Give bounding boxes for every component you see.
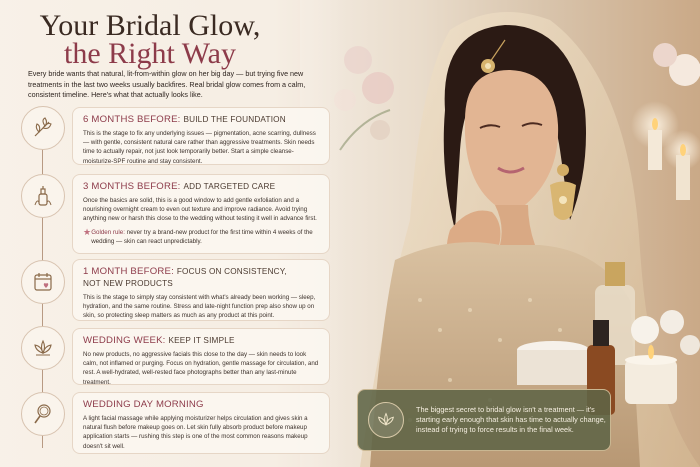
- serum-bottle-icon: [31, 184, 55, 208]
- step-card-3-months: [72, 174, 330, 254]
- lotus-icon: [31, 336, 55, 360]
- step-body: This is the stage to fix any underlying issues — pigmentation, acne scarring, dullness — with gentle, consistent natural care rather than aggressive treatments. Skin needs time to actually repair, not just look temporarily better. Start a simple cleanse-moisturize-SPF routine and stay consistent.: [83, 130, 316, 165]
- intro-text: Every bride wants that natural, lit-from-within glow on her big day — but trying five new treatments in the last two weeks usually backfires. Real bridal glow comes from a calm, consistent timeline. Here's what that actually looks like.: [28, 69, 306, 99]
- step-heading: 3 MONTHS BEFORE: ADD TARGETED CARE: [83, 181, 276, 192]
- step-heading: 6 MONTHS BEFORE: BUILD THE FOUNDATION: [83, 114, 286, 125]
- step-card-wedding-week: [72, 328, 330, 385]
- calendar-heart-icon: [31, 270, 55, 294]
- golden-rule-note: ★ Golden rule: never try a brand-new product for the first time within 4 weeks of the wedding — skin can react unpredictably.: [83, 226, 313, 245]
- step-card-wedding-day: [72, 392, 330, 454]
- step-card-6-months: [72, 107, 330, 165]
- step-body: Once the basics are solid, this is a good window to add gentle exfoliation and a nourishing overnight cream to even out texture and improve radiance. Avoid trying anything new or harsh this close to the wedding without testing it well in advance first.: [83, 197, 317, 223]
- page-subtitle: the Right Way: [63, 37, 237, 70]
- step-body: This is the stage to simply stay consistent with what's already been working — sleep, hydration, and the same routine. Stress and late-night function prep also show up on skin, so protecting sleep matters as much as any product at this point.: [83, 294, 316, 320]
- step-body: A light facial massage while applying moisturizer helps circulation and gives skin a natural flush before makeup goes on. Let skin fully absorb product before makeup application starts — rushing this step is one of the most common reasons makeup doesn't sit well.: [83, 415, 308, 450]
- leaf-sprig-icon: [31, 116, 55, 140]
- step-heading: 1 MONTH BEFORE: FOCUS ON CONSISTENCY, NOT NEW PRODUCTS: [83, 266, 287, 288]
- key-takeaway-box: [357, 389, 611, 451]
- lotus-icon: [375, 409, 397, 431]
- hand-mirror-icon: [31, 402, 55, 426]
- takeaway-icon-circle: [368, 402, 404, 438]
- step-circle-wedding-day: [21, 392, 65, 436]
- page-title: Your Bridal Glow,: [39, 9, 261, 42]
- candles-right: [631, 43, 700, 200]
- step-body: No new products, no aggressive facials this close to the day — skin needs to look calm, not inflamed or purging. Focus on hydration, gentle massage for circulation, and rest. A well-hydrated, well-rested face photographs better than any last-minute treatment.: [83, 351, 319, 386]
- step-heading: WEDDING DAY MORNING: [83, 399, 204, 410]
- takeaway-text: The biggest secret to bridal glow isn't a treatment — it's starting early enough that skin has time to actually change, instead of trying to force results in the final week.: [416, 405, 606, 434]
- timeline-panel: [0, 0, 345, 467]
- step-circle-3-months: [21, 174, 65, 218]
- step-circle-6-months: [21, 106, 65, 150]
- step-heading: WEDDING WEEK: KEEP IT SIMPLE: [83, 335, 235, 346]
- star-icon: ★: [83, 226, 92, 237]
- step-card-1-month: [72, 259, 330, 321]
- step-circle-wedding-week: [21, 326, 65, 370]
- step-circle-1-month: [21, 260, 65, 304]
